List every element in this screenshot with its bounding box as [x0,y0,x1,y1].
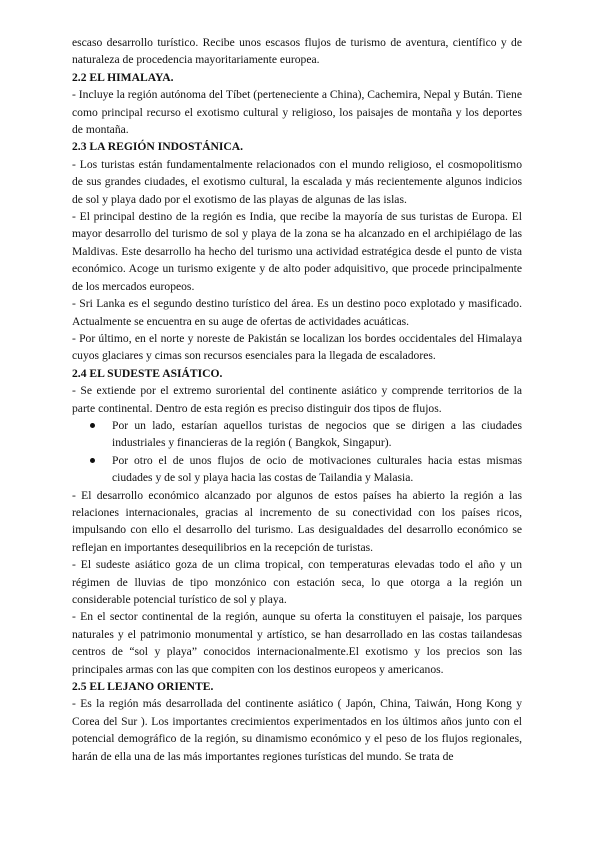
indostanica-paragraph: - Los turistas están fundamentalmente relacionados con el mundo religioso, el cosmopolitismo de sus grandes ciudades, el exotismo cultural, la escalada y más recientemente algunos indicios de sol y playa dado por el exotismo de las playas de algunas de las islas. [72,157,522,206]
intro-paragraph: escaso desarrollo turístico. Recibe unos escasos flujos de turismo de aventura, científico y de naturaleza de procedencia mayoritariamente europea. [72,36,522,67]
indostanica-paragraph: - El principal destino de la región es India, que recibe la mayoría de sus turistas de Europa. El mayor desarrollo del turismo de sol y playa de la zona se ha alcanzado en el archipiélago de las Maldivas. Este desarrollo ha hecho del turismo una actividad estratégica desde el punto de vista económico. Acoge un turismo exigente y de alto poder adquisitivo, que procede principalmente de los mercados europeos. [72,210,522,293]
himalaya-paragraph: - Incluye la región autónoma del Tíbet (perteneciente a China), Cachemira, Nepal y Bután. Tiene como principal recurso el exotismo cultural y religioso, los paisajes de montaña y los deportes de montaña. [72,88,522,137]
section-heading-himalaya: 2.2 EL HIMALAYA. [72,70,174,84]
sudeste-paragraph: - El sudeste asiático goza de un clima tropical, con temperaturas elevadas todo el año y un régimen de lluvias de tipo monzónico con estación seca, lo que otorga a la región un considerable potencial turístico de sol y playa. [72,558,522,606]
sudeste-bullet-list [72,417,522,487]
bullet-item: Por otro el de unos flujos de ocio de motivaciones culturales hacia estas mismas ciudades y de sol y playa hacia las costas de Tailandia y Malasia. [112,452,522,487]
sudeste-paragraph: - El desarrollo económico alcanzado por algunos de estos países ha abierto la región a las relaciones internacionales, gracias al incremento de su conectividad con los países ricos, impulsando con ello el desarrollo del turismo. Las desigualdades del desarrollo económico se reflejan en importantes desequilibrios en la recepción de turistas. [72,488,522,554]
lejano-oriente-paragraph: - Es la región más desarrollada del continente asiático ( Japón, China, Taiwán, Hong Kong y Corea del Sur ). Los importantes crecimientos experimentados en los últimos años junto con el potencial demográfico de la región, su dinamismo económico y el peso de los flujos regionales, harán de ella una de las más importantes regiones turísticas del mundo. Se trata de [72,697,522,763]
section-heading-indostanica: 2.3 LA REGIÓN INDOSTÁNICA. [72,140,244,154]
indostanica-paragraph: - Por último, en el norte y noreste de Pakistán se localizan los bordes occidentales del Himalaya cuyos glaciares y cimas son recursos esenciales para la llegada de escaladores. [72,331,522,363]
section-heading-sudeste: 2.4 EL SUDESTE ASIÁTICO. [72,366,223,380]
indostanica-paragraph: - Sri Lanka es el segundo destino turístico del área. Es un destino poco explotado y masificado. Actualmente se encuentra en su auge de ofertas de actividades acuáticas. [72,297,522,328]
document-page [72,34,522,765]
section-heading-lejano-oriente: 2.5 EL LEJANO ORIENTE. [72,680,214,694]
bullet-item: Por un lado, estarían aquellos turistas de negocios que se dirigen a las ciudades industriales y financieras de la región ( Bangkok, Singapur). [112,417,522,452]
sudeste-paragraph: - En el sector continental de la región, aunque su oferta la constituyen el paisaje, los parques naturales y el patrimonio monumental y artístico, se han desarrollado en las costas tailandesas centros de “sol y playa” conocidos internacionalmente.El exotismo y los precios son las principales armas con las que compiten con los destinos europeos y americanos. [72,610,522,676]
sudeste-intro-paragraph: - Se extiende por el extremo suroriental del continente asiático y comprende territorios de la parte continental. Dentro de esta región es preciso distinguir dos tipos de flujos. [72,384,522,415]
